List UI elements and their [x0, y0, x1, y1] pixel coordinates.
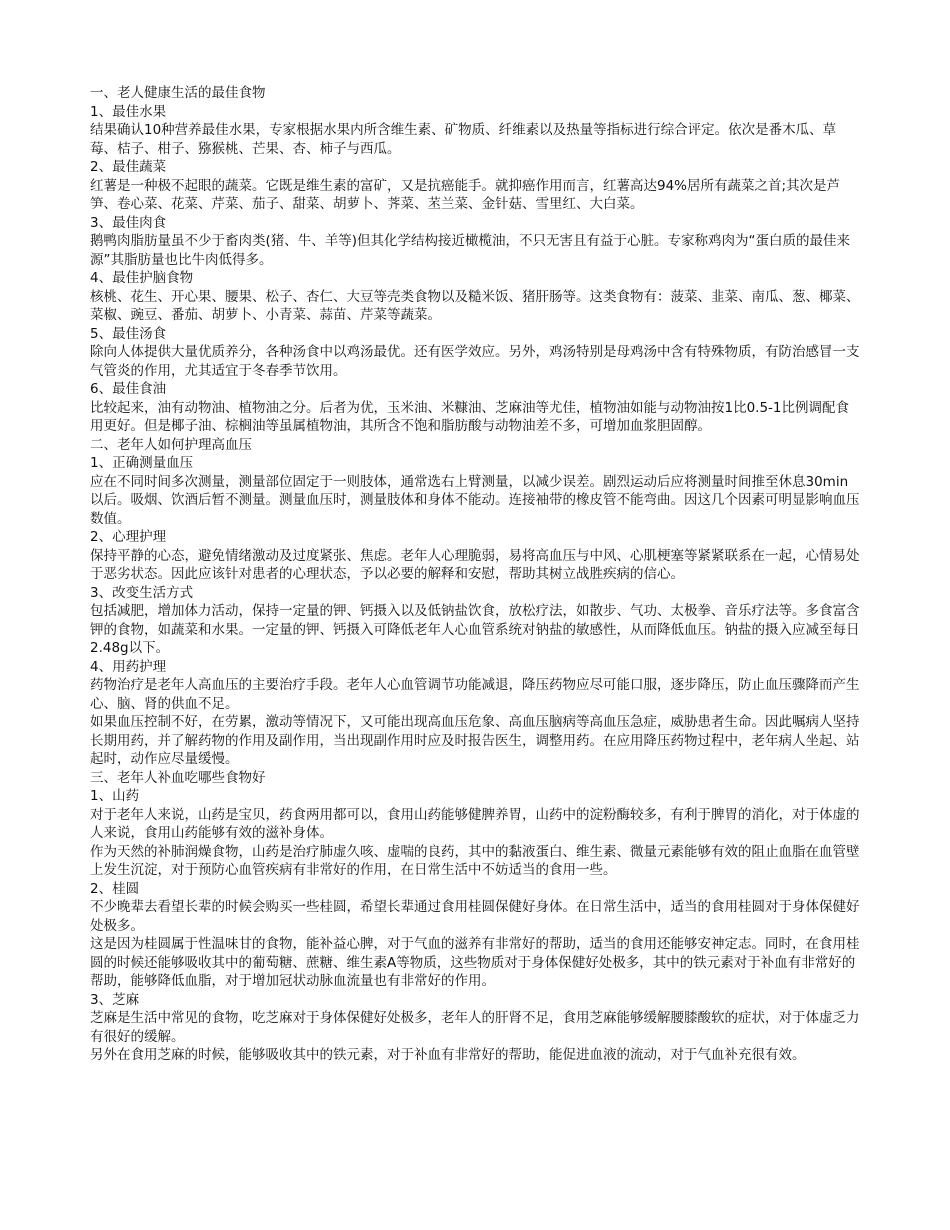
subheading: 3、最佳肉食	[90, 214, 167, 231]
paragraph: 芝麻是生活中常见的食物，吃芝麻对于身体保健好处极多，老年人的肝肾不足，食用芝麻能够缓解腰膝酸软的症状，对于体虚乏力有很好的缓解。	[90, 1010, 860, 1045]
paragraph: 除向人体提供大量优质养分，各种汤食中以鸡汤最优。还有医学效应。另外，鸡汤特别是母鸡汤中含有特殊物质，有防治感冒一支气管炎的作用，尤其适宜于冬春季节饮用。	[90, 344, 860, 379]
paragraph: 鹅鸭肉脂肪量虽不少于畜肉类(猪、牛、羊等)但其化学结构接近橄榄油，不只无害且有益于心脏。专家称鸡肉为“蛋白质的最佳来源”其脂肪量也比牛肉低得多。	[90, 233, 851, 268]
paragraph: 核桃、花生、开心果、腰果、松子、杏仁、大豆等壳类食物以及糙米饭、猪肝肠等。这类食物有：菠菜、韭菜、南瓜、葱、椰菜、菜椒、豌豆、番茄、胡萝卜、小青菜、蒜苗、芹菜等蔬菜。	[90, 288, 860, 323]
paragraph: 药物治疗是老年人高血压的主要治疗手段。老年人心血管调节功能减退，降压药物应尽可能口服，逐步降压，防止血压骤降而产生心、脑、肾的供血不足。	[90, 677, 860, 712]
paragraph: 比较起来，油有动物油、植物油之分。后者为优，玉米油、米糠油、芝麻油等尤佳，植物油如能与动物油按1比0.5-1比例调配食用更好。但是椰子油、棕榈油等虽属植物油，其所含不饱和脂肪酸与动物油差不多，可增加血浆胆固醇。	[90, 399, 850, 434]
subheading: 2、桂圆	[90, 880, 140, 897]
subheading: 1、正确测量血压	[90, 455, 194, 471]
paragraph: 对于老年人来说，山药是宝贝，药食两用都可以，食用山药能够健脾养胃，山药中的淀粉酶较多，有利于脾胃的消化，对于体虚的人来说，食用山药能够有效的滋补身体。	[90, 806, 860, 841]
subheading: 4、用药护理	[90, 658, 167, 675]
paragraph: 另外在食用芝麻的时候，能够吸收其中的铁元素，对于补血有非常好的帮助，能促进血液的流动，对于气血补充很有效。	[90, 1047, 806, 1063]
section-heading: 二、老年人如何护理高血压	[90, 436, 252, 453]
subheading: 5、最佳汤食	[90, 325, 167, 342]
subheading: 3、芝麻	[90, 991, 140, 1008]
paragraph: 这是因为桂圆属于性温味甘的食物，能补益心脾，对于气血的滋养有非常好的帮助，适当的食用还能够安神定志。同时，在食用桂圆的时候还能够吸收其中的葡萄糖、蔗糖、维生素A等物质，这些物质对于身体保健好处极多，其中的铁元素对于补血有非常好的帮助，能够降低血脂，对于增加冠状动脉血流量也有非常好的作用。	[90, 936, 860, 989]
paragraph: 结果确认10种营养最佳水果，专家根据水果内所含维生素、矿物质、纤维素以及热量等指标进行综合评定。依次是番木瓜、草莓、桔子、柑子、猕猴桃、芒果、杏、柿子与西瓜。	[90, 122, 837, 157]
subheading: 6、最佳食油	[90, 381, 167, 397]
paragraph: 应在不同时间多次测量，测量部位固定于一则肢体，通常选右上臂测量，以减少误差。剧烈运动后应将测量时间推至休息30min以后。吸烟、饮酒后暂不测量。测量血压时，测量肢体和身体不能动。连接袖带的橡皮管不能弯曲。因这几个因素可明显影响血压数值。	[90, 473, 860, 527]
paragraph: 如果血压控制不好，在劳累，激动等情况下，又可能出现高血压危象、高血压脑病等高血压急症，威胁患者生命。因此嘱病人坚持长期用药，并了解药物的作用及副作用，当出现副作用时应及时报告医生，调整用药。在应用降压药物过程中，老年病人坐起、站起时，动作应尽量缓慢。	[90, 714, 860, 767]
subheading: 3、改变生活方式	[90, 584, 194, 601]
paragraph: 包括减肥，增加体力活动，保持一定量的钾、钙摄入以及低钠盐饮食，放松疗法，如散步、气功、太极拳、音乐疗法等。多食富含钾的食物，如蔬菜和水果。一定量的钾、钙摄入可降低老年人心血管系统对钠盐的敏感性，从而降低血压。钠盐的摄入应减至每日2.48g以下。	[90, 603, 860, 656]
paragraph: 不少晚辈去看望长辈的时候会购买一些桂圆，希望长辈通过食用桂圆保健好身体。在日常生活中，适当的食用桂圆对于身体保健好处极多。	[90, 899, 860, 934]
paragraph: 作为天然的补肺润燥食物，山药是治疗肺虚久咳、虚喘的良药，其中的黏液蛋白、维生素、微量元素能够有效的阻止血脂在血管壁上发生沉淀，对于预防心血管疾病有非常好的作用，在日常生活中不妨适当的食用一些。	[90, 843, 860, 878]
section-heading: 三、老年人补血吃哪些食物好	[90, 769, 266, 786]
section-heading: 一、老人健康生活的最佳食物	[90, 85, 266, 101]
subheading: 4、最佳护脑食物	[90, 270, 194, 286]
subheading: 2、心理护理	[90, 529, 167, 545]
paragraph: 红薯是一种极不起眼的蔬菜。它既是维生素的富矿，又是抗癌能手。就抑癌作用而言，红薯高达94%居所有蔬菜之首;其次是芦笋、卷心菜、花菜、芹菜、茄子、甜菜、胡萝卜、荠菜、苤兰菜、金针菇、雪里红、大白菜。	[90, 177, 841, 212]
subheading: 1、最佳水果	[90, 103, 167, 120]
subheading: 1、山药	[90, 788, 140, 804]
subheading: 2、最佳蔬菜	[90, 159, 167, 175]
paragraph: 保持平静的心态，避免情绪激动及过度紧张、焦虑。老年人心理脆弱，易将高血压与中风、心肌梗塞等紧紧联系在一起，心情易处于恶劣状态。因此应该针对患者的心理状态，予以必要的解释和安慰，帮助其树立战胜疾病的信心。	[90, 547, 860, 582]
